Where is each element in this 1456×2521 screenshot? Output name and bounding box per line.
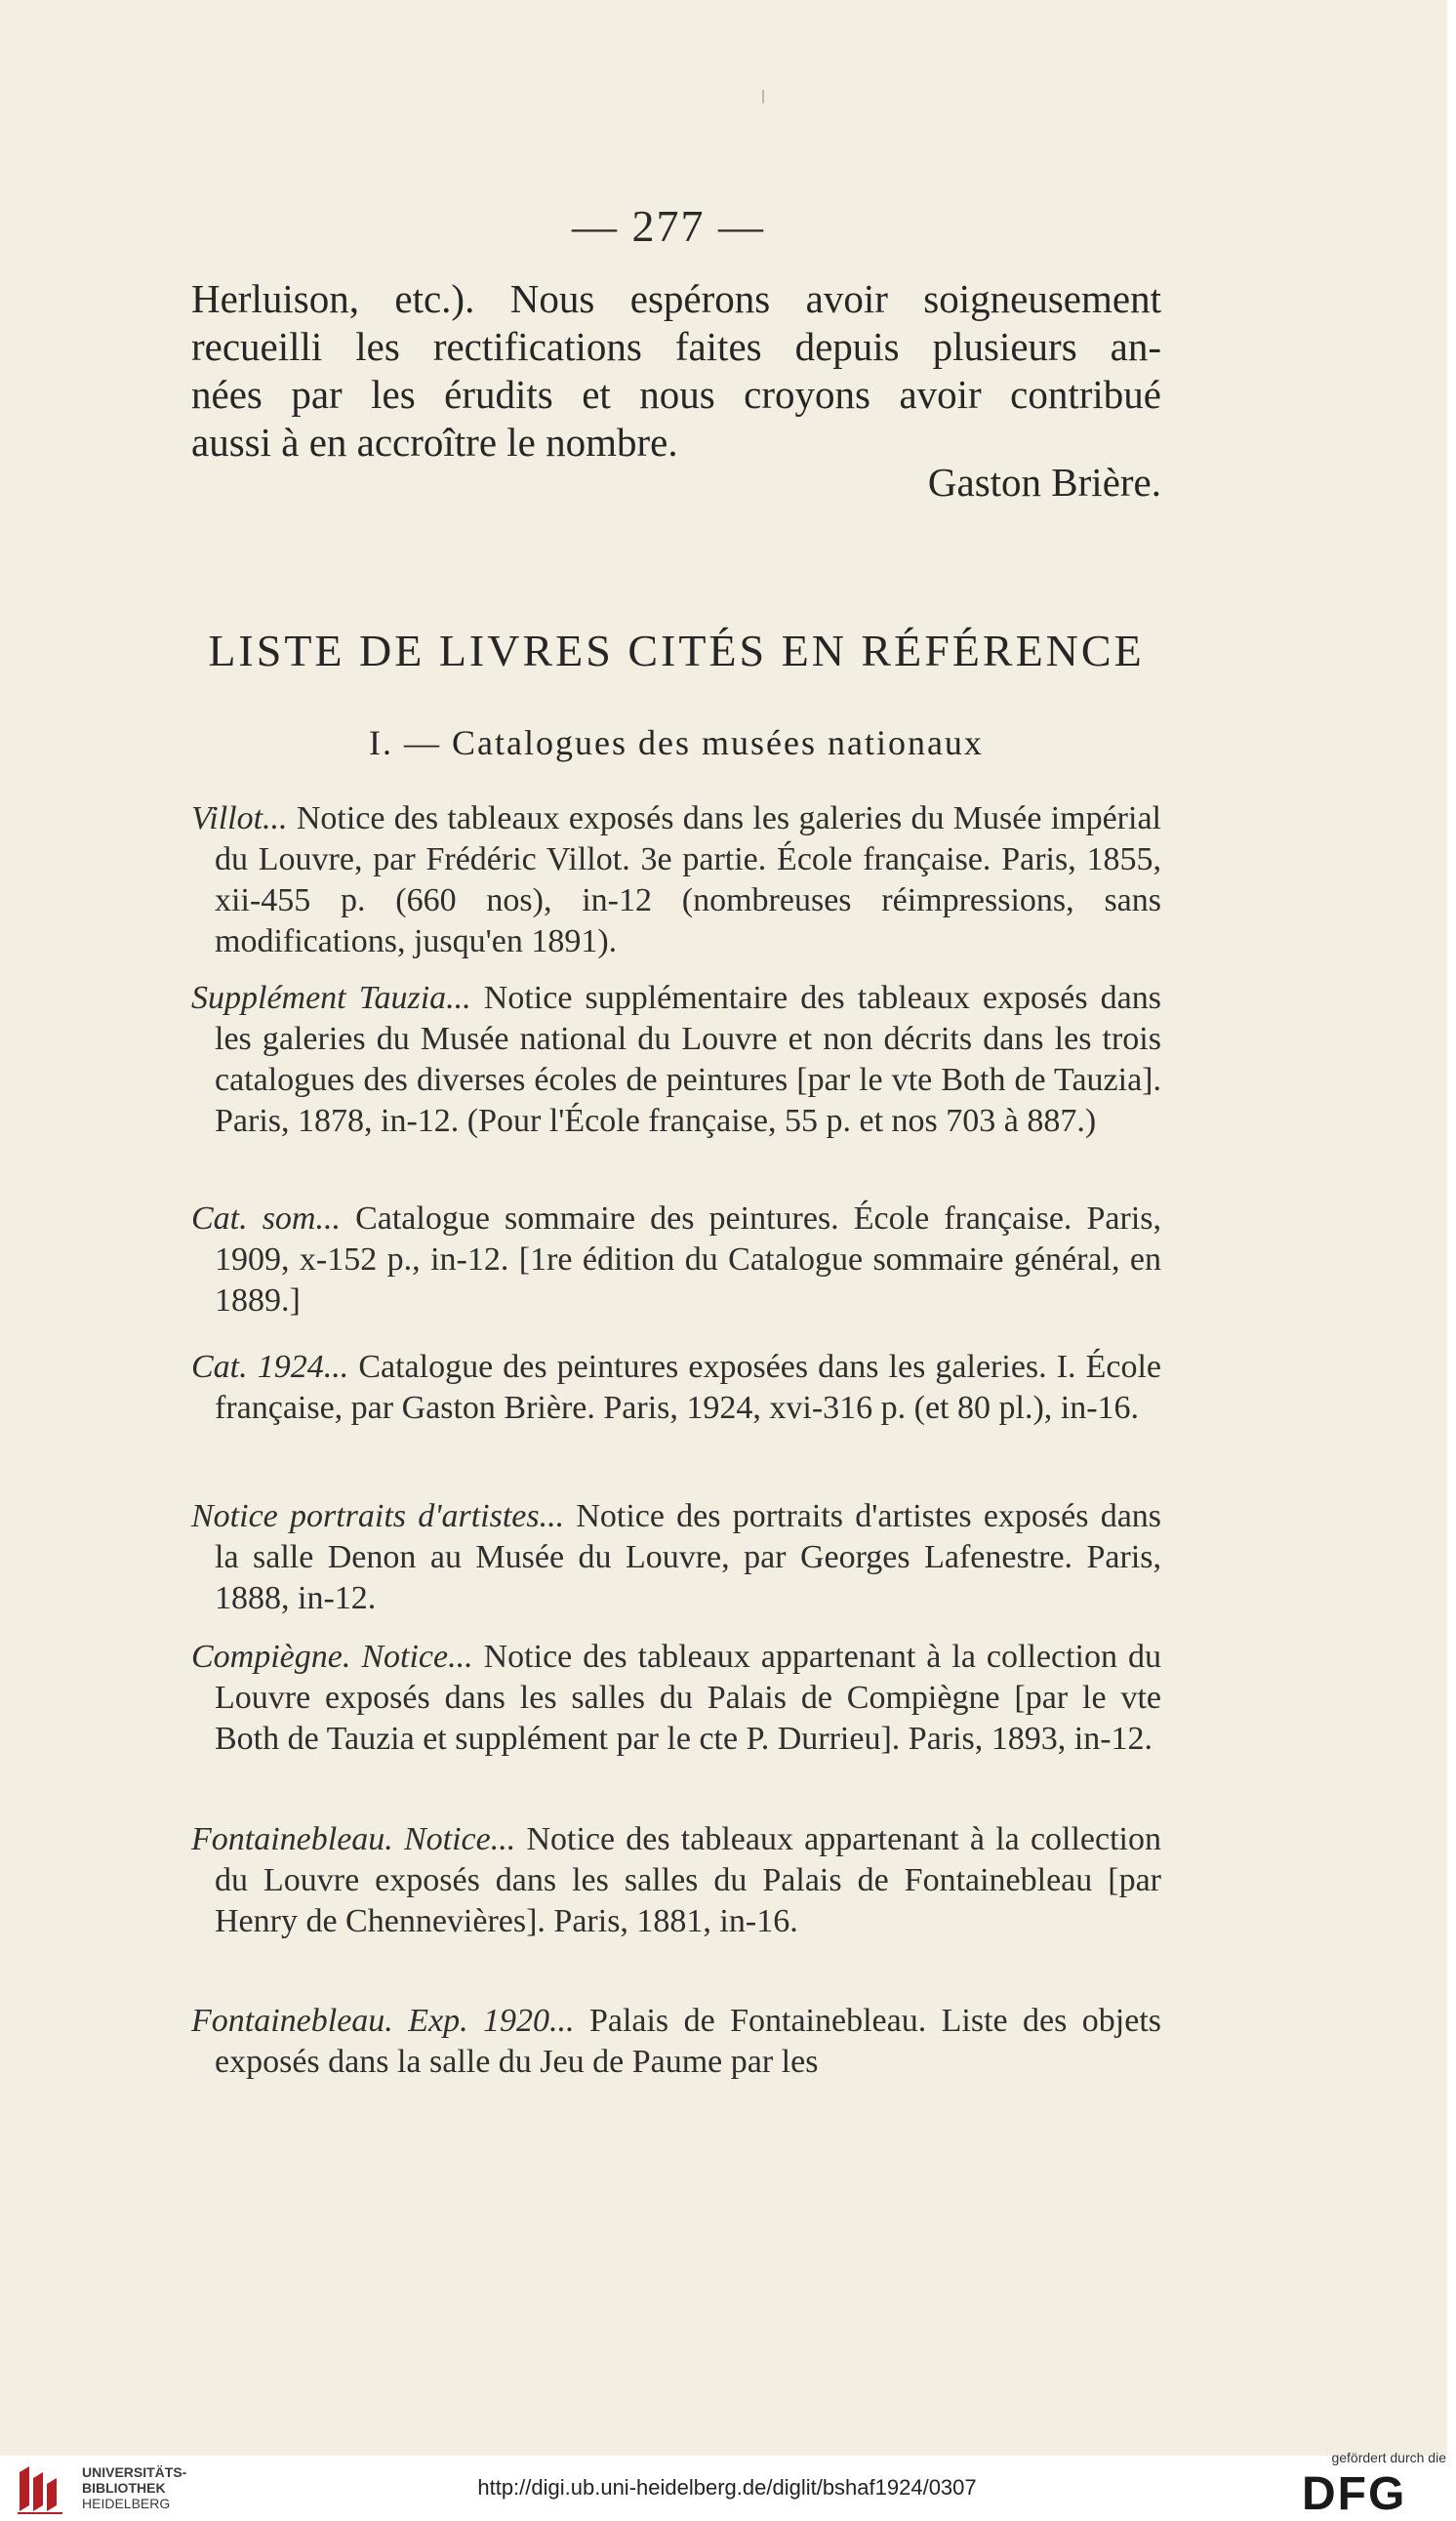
library-name <box>82 2464 186 2511</box>
source-url[interactable]: http://digi.ub.uni-heidelberg.de/diglit/bshaf1924/0307 <box>477 2475 977 2500</box>
library-line-1: UNIVERSITÄTS- <box>82 2464 187 2480</box>
dfg-logo: DFG <box>1302 2468 1407 2520</box>
page-edge <box>1447 0 1456 2456</box>
library-line-2: BIBLIOTHEK <box>82 2480 166 2496</box>
entry-cat-1924 <box>191 1347 1161 1429</box>
entry-text: Palais de Fontainebleau. Liste des objets exposés dans la salle du Jeu de Paume par les <box>215 2003 1162 2080</box>
library-logo-icon <box>14 2462 70 2515</box>
entry-notice-portraits <box>191 1496 1161 1619</box>
entry-text: Notice des tableaux appartenant à la collection du Louvre exposés dans les salles du Palais de Fontainebleau [par Henry de Chennevières]. Paris, 1881, in-16. <box>215 1821 1162 1939</box>
entry-label: Villot... <box>191 800 288 836</box>
entry-label: Cat. 1924... <box>191 1349 349 1385</box>
page-number: — 277 — <box>572 201 765 251</box>
entry-compiegne <box>191 1637 1161 1760</box>
entry-text: Notice supplémentaire des tableaux exposés dans les galeries du Musée national du Louvre et non décrits dans les trois catalogues des diverses écoles de peintures [par le vte Both de Tauzia]. Paris, 1878, in-12. (Pour l'École française, 55 p. et nos 703 à 887.) <box>215 980 1162 1139</box>
entry-text: Catalogue des peintures exposées dans les galeries. I. École française, par Gaston Brière. Paris, 1924, xvi-316 p. (et 80 pl.), in-16. <box>215 1349 1162 1426</box>
entry-label: Cat. som... <box>191 1200 341 1237</box>
entry-fontainebleau-exp <box>191 2001 1161 2083</box>
entry-cat-som <box>191 1199 1161 1321</box>
entry-supplement-tauzia <box>191 978 1161 1142</box>
intro-line-4: aussi à en accroître le nombre. <box>191 420 678 465</box>
main-title: LISTE DE LIVRES CITÉS EN RÉFÉRENCE <box>208 626 1145 675</box>
entry-text: Notice des tableaux appartenant à la collection du Louvre exposés dans les salles du Palais de Compiègne [par le vte Both de Tauzia et supplément par le cte P. Durrieu]. Paris, 1893, in-12. <box>215 1639 1161 1757</box>
entry-label: Supplément Tauzia... <box>191 980 471 1016</box>
entry-fontainebleau-notice <box>191 1819 1161 1942</box>
intro-line-2: recueilli les rectifications faites depuis plusieurs an- <box>191 324 1161 369</box>
entry-label: Fontainebleau. Notice... <box>191 1821 516 1857</box>
entry-text: Catalogue sommaire des peintures. École française. Paris, 1909, x-152 p., in-12. [1re édition du Catalogue sommaire général, en 1889.] <box>215 1200 1161 1319</box>
entry-text: Notice des tableaux exposés dans les galeries du Musée impérial du Louvre, par Frédéric Villot. 3e partie. École française. Paris, 1855, xii-455 p. (660 nos), in-12 (nombreuses réimpressions, sans modifications, jusqu'en 1891). <box>215 800 1161 959</box>
scan-speck <box>762 90 764 103</box>
entry-label: Compiègne. Notice... <box>191 1639 473 1675</box>
entry-villot <box>191 798 1161 962</box>
funding-note: gefördert durch die <box>1331 2450 1446 2465</box>
intro-line-1: Herluison, etc.). Nous espérons avoir soigneusement <box>191 276 1161 321</box>
signature: Gaston Brière. <box>927 460 1161 505</box>
intro-line-3: nées par les érudits et nous croyons avoir contribué <box>191 372 1161 417</box>
entry-label: Notice portraits d'artistes... <box>191 1498 565 1534</box>
entry-label: Fontainebleau. Exp. 1920... <box>191 2003 575 2039</box>
library-line-3: HEIDELBERG <box>82 2496 171 2511</box>
entry-text: Notice des portraits d'artistes exposés dans la salle Denon au Musée du Louvre, par Georges Lafenestre. Paris, 1888, in-12. <box>215 1498 1162 1616</box>
section-title: I. — Catalogues des musées nationaux <box>369 723 984 762</box>
